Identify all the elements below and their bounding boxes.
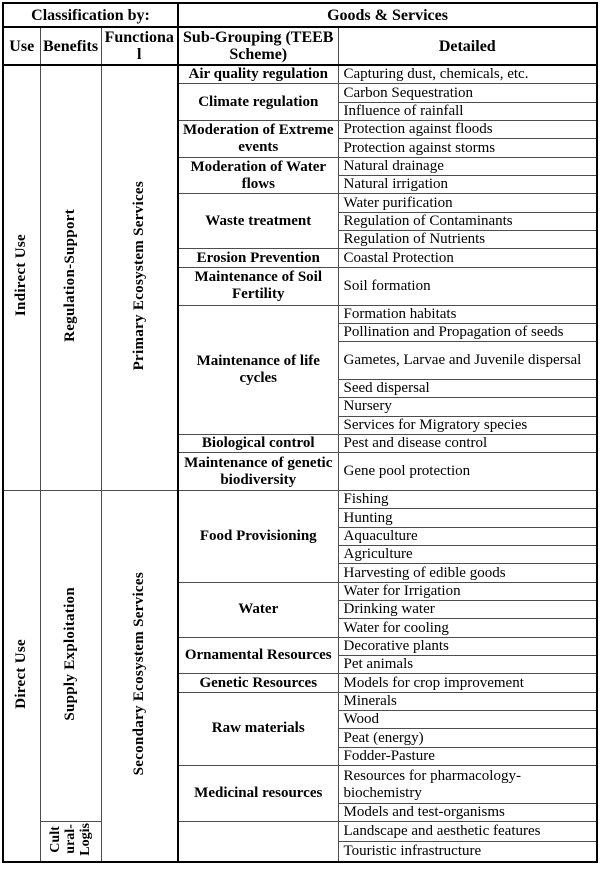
table-row bbox=[3, 822, 597, 842]
detail-cell: Nursery bbox=[338, 398, 597, 416]
benefits-cell-line: Logis bbox=[78, 822, 93, 856]
detail-cell: Pollination and Propagation of seeds bbox=[338, 323, 597, 341]
subgroup-cell-empty bbox=[178, 822, 338, 862]
functional-cell bbox=[101, 65, 178, 491]
detail-cell: Services for Migratory species bbox=[338, 416, 597, 434]
detail-cell: Protection against floods bbox=[338, 121, 597, 139]
detail-cell: Gene pool protection bbox=[338, 453, 597, 491]
col-header-subgrouping: Sub-Grouping (TEEB Scheme) bbox=[178, 27, 338, 65]
detail-cell: Pet animals bbox=[338, 656, 597, 674]
subgroup-cell: Maintenance of life cycles bbox=[178, 305, 338, 434]
detail-cell: Influence of rainfall bbox=[338, 102, 597, 120]
subgroup-cell: Biological control bbox=[178, 434, 338, 452]
use-cell-label: Direct Use bbox=[13, 638, 30, 709]
benefits-cell bbox=[40, 822, 101, 862]
benefits-cell-label bbox=[48, 823, 93, 856]
use-cell bbox=[3, 65, 40, 491]
subgroup-cell: Climate regulation bbox=[178, 84, 338, 121]
table-body bbox=[3, 65, 597, 862]
detail-cell: Models for crop improvement bbox=[338, 674, 597, 692]
subgroup-cell: Maintenance of Soil Fertility bbox=[178, 267, 338, 305]
functional-cell-label: Secondary Ecosystem Services bbox=[130, 571, 147, 776]
detail-cell: Carbon Sequestration bbox=[338, 84, 597, 102]
detail-cell: Seed dispersal bbox=[338, 379, 597, 397]
detail-cell: Hunting bbox=[338, 509, 597, 527]
subgroup-cell: Water bbox=[178, 582, 338, 637]
benefits-cell-line: Cult bbox=[48, 825, 63, 853]
detail-cell: Water for cooling bbox=[338, 619, 597, 637]
use-cell-label: Indirect Use bbox=[13, 234, 30, 317]
detail-cell: Decorative plants bbox=[338, 637, 597, 655]
detail-cell: Fishing bbox=[338, 491, 597, 509]
detail-cell: Models and test-organisms bbox=[338, 803, 597, 821]
detail-cell: Water purification bbox=[338, 194, 597, 212]
detail-cell: Coastal Protection bbox=[338, 249, 597, 267]
subgroup-cell: Maintenance of genetic biodiversity bbox=[178, 453, 338, 491]
detail-cell: Wood bbox=[338, 711, 597, 729]
subgroup-cell: Erosion Prevention bbox=[178, 249, 338, 267]
benefits-cell bbox=[40, 491, 101, 822]
detail-cell: Formation habitats bbox=[338, 305, 597, 323]
subgroup-cell: Air quality regulation bbox=[178, 65, 338, 84]
subgroup-cell: Genetic Resources bbox=[178, 674, 338, 692]
detail-cell: Capturing dust, chemicals, etc. bbox=[338, 65, 597, 84]
subgroup-cell: Moderation of Extreme events bbox=[178, 121, 338, 158]
subgroup-cell: Ornamental Resources bbox=[178, 637, 338, 674]
detail-cell: Touristic infrastructure bbox=[338, 841, 597, 862]
detail-cell: Regulation of Nutrients bbox=[338, 231, 597, 249]
col-header-benefits: Benefits bbox=[40, 27, 101, 65]
detail-cell: Fodder-Pasture bbox=[338, 747, 597, 765]
detail-cell: Natural drainage bbox=[338, 157, 597, 175]
detail-cell: Protection against storms bbox=[338, 139, 597, 157]
detail-cell: Gametes, Larvae and Juvenile dispersal bbox=[338, 342, 597, 380]
table-row bbox=[3, 65, 597, 84]
detail-cell: Minerals bbox=[338, 692, 597, 710]
detail-cell: Aquaculture bbox=[338, 527, 597, 545]
subgroup-cell: Medicinal resources bbox=[178, 766, 338, 822]
table-row bbox=[3, 491, 597, 509]
classification-table bbox=[2, 2, 598, 863]
detail-cell: Agriculture bbox=[338, 546, 597, 564]
use-cell bbox=[3, 491, 40, 862]
benefits-cell-label: Supply Exploitation bbox=[62, 586, 78, 721]
detail-cell: Harvesting of edible goods bbox=[338, 564, 597, 582]
header-row-groups bbox=[3, 3, 597, 27]
detail-cell: Resources for pharmacology-biochemistry bbox=[338, 766, 597, 804]
detail-cell: Pest and disease control bbox=[338, 434, 597, 452]
detail-cell: Landscape and aesthetic features bbox=[338, 822, 597, 842]
functional-cell-label: Primary Ecosystem Services bbox=[130, 180, 147, 371]
detail-cell: Regulation of Contaminants bbox=[338, 212, 597, 230]
detail-cell: Natural irrigation bbox=[338, 176, 597, 194]
subgroup-cell: Food Provisioning bbox=[178, 491, 338, 583]
goods-services-header: Goods & Services bbox=[178, 3, 597, 27]
table-header bbox=[3, 3, 597, 65]
subgroup-cell: Moderation of Water flows bbox=[178, 157, 338, 194]
subgroup-cell: Raw materials bbox=[178, 692, 338, 765]
detail-cell: Soil formation bbox=[338, 267, 597, 305]
subgroup-cell: Waste treatment bbox=[178, 194, 338, 249]
header-row-columns bbox=[3, 27, 597, 65]
col-header-use: Use bbox=[3, 27, 40, 65]
benefits-cell-line: ural- bbox=[63, 824, 78, 854]
benefits-cell-label: Regulation-Support bbox=[62, 209, 78, 342]
benefits-cell bbox=[40, 65, 101, 491]
col-header-functional: Functional bbox=[101, 27, 178, 65]
col-header-detailed: Detailed bbox=[338, 27, 597, 65]
detail-cell: Water for Irrigation bbox=[338, 582, 597, 600]
detail-cell: Peat (energy) bbox=[338, 729, 597, 747]
classification-by-header: Classification by: bbox=[3, 3, 178, 27]
detail-cell: Drinking water bbox=[338, 601, 597, 619]
functional-cell bbox=[101, 491, 178, 862]
